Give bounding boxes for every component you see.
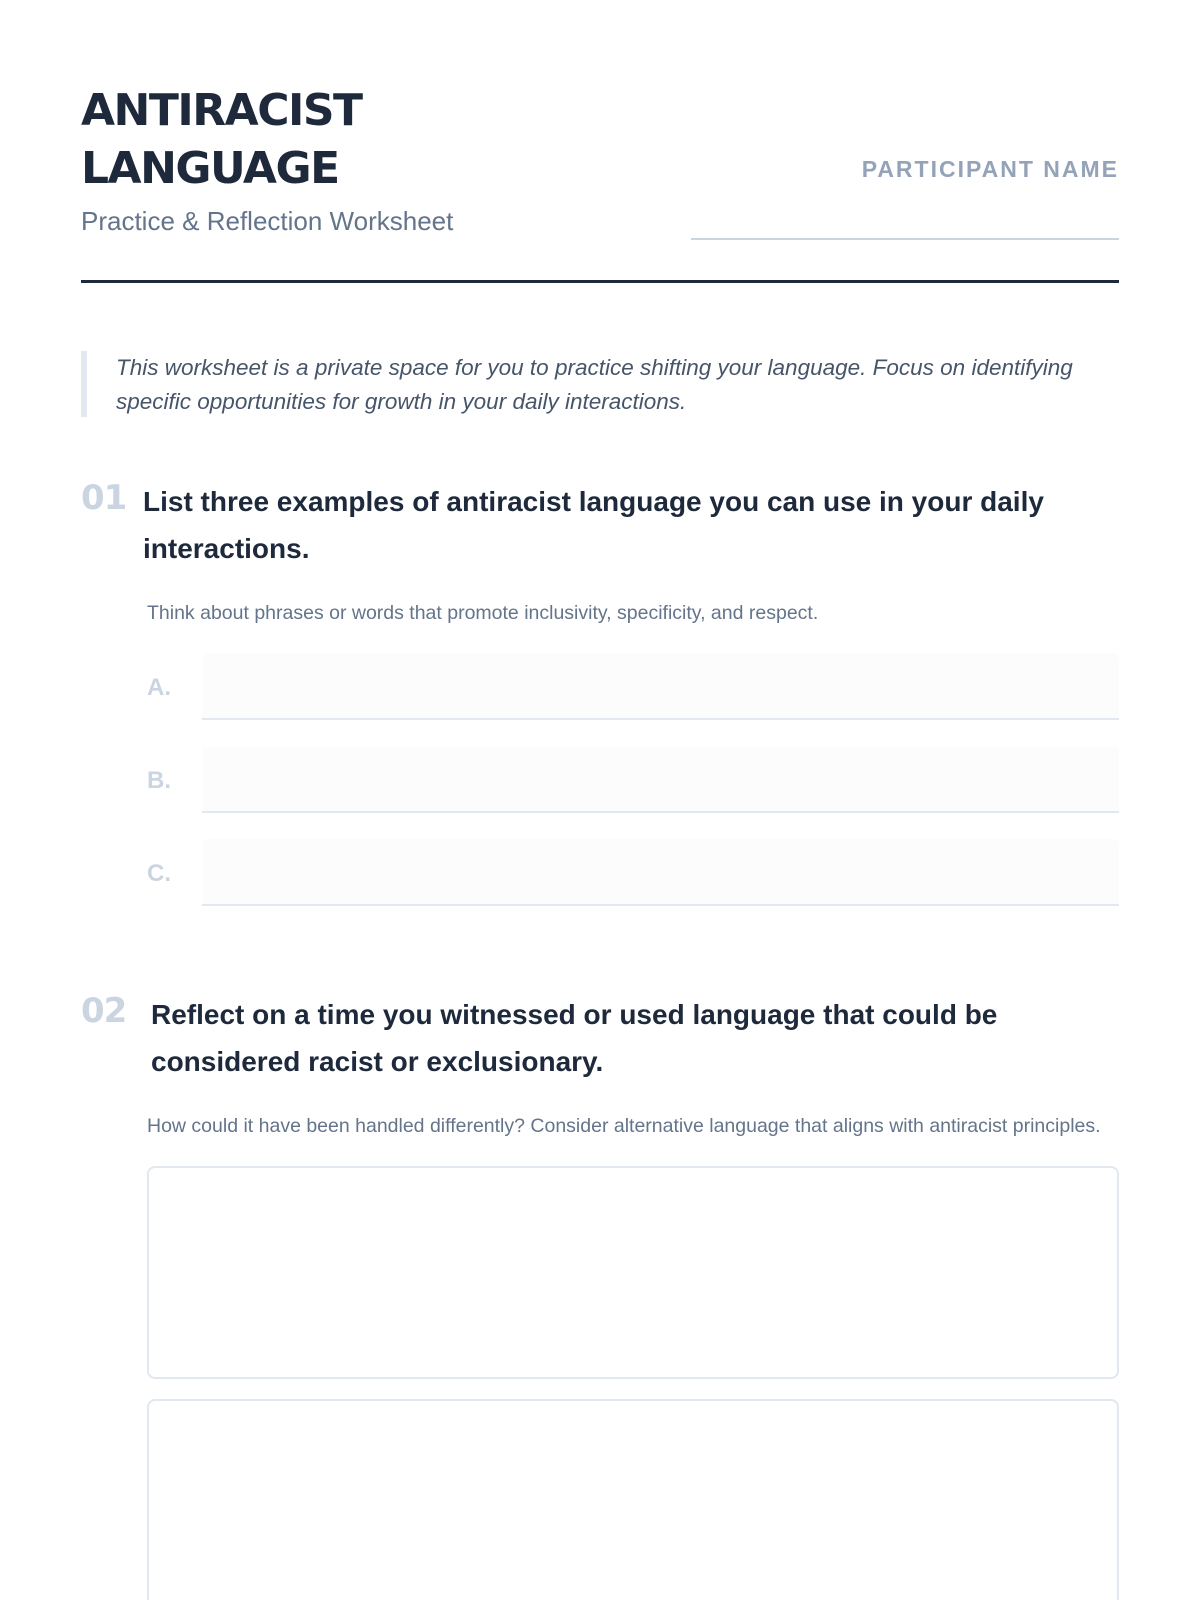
reflection-textarea-2[interactable] — [147, 1399, 1119, 1600]
question-2-title: Reflect on a time you witnessed or used language that could be considered racist or exclusionary. — [151, 999, 998, 1077]
question-2 — [81, 991, 1119, 1600]
question-2-answers — [81, 1166, 1119, 1600]
question-2-number: 02 — [81, 991, 127, 1031]
worksheet-header — [81, 0, 1119, 285]
header-divider — [81, 280, 1119, 283]
answer-row-a — [81, 653, 1119, 720]
answer-input-c[interactable] — [202, 839, 1119, 906]
title-line-1: ANTIRACIST — [81, 85, 362, 136]
participant-name-block — [691, 154, 1119, 184]
answer-letter-b: B. — [147, 767, 171, 794]
question-1 — [81, 478, 1119, 932]
question-1-number: 01 — [81, 478, 127, 518]
intro-note: This worksheet is a private space for you to practice shifting your language. Focus on identifying specific opportunities for growth in your daily interactions. — [81, 351, 1119, 417]
answer-row-c — [81, 839, 1119, 906]
question-2-hint: How could it have been handled differently? Consider alternative language that aligns with antiracist principles. — [147, 1115, 1101, 1137]
participant-name-label: PARTICIPANT NAME — [861, 156, 1119, 182]
answer-input-b[interactable] — [202, 746, 1119, 813]
answer-letter-a: A. — [147, 674, 171, 701]
title-line-2: LANGUAGE — [81, 143, 339, 194]
question-1-hint: Think about phrases or words that promote inclusivity, specificity, and respect. — [147, 602, 819, 624]
worksheet-subtitle: Practice & Reflection Worksheet — [81, 206, 454, 236]
participant-name-field[interactable] — [691, 238, 1119, 240]
answer-letter-c: C. — [147, 860, 171, 887]
question-1-title: List three examples of antiracist language you can use in your daily interactions. — [143, 486, 1044, 564]
worksheet-title — [81, 82, 362, 198]
answer-input-a[interactable] — [202, 653, 1119, 720]
answer-row-b — [81, 746, 1119, 813]
reflection-textarea-1[interactable] — [147, 1166, 1119, 1379]
question-1-answers — [81, 653, 1119, 906]
